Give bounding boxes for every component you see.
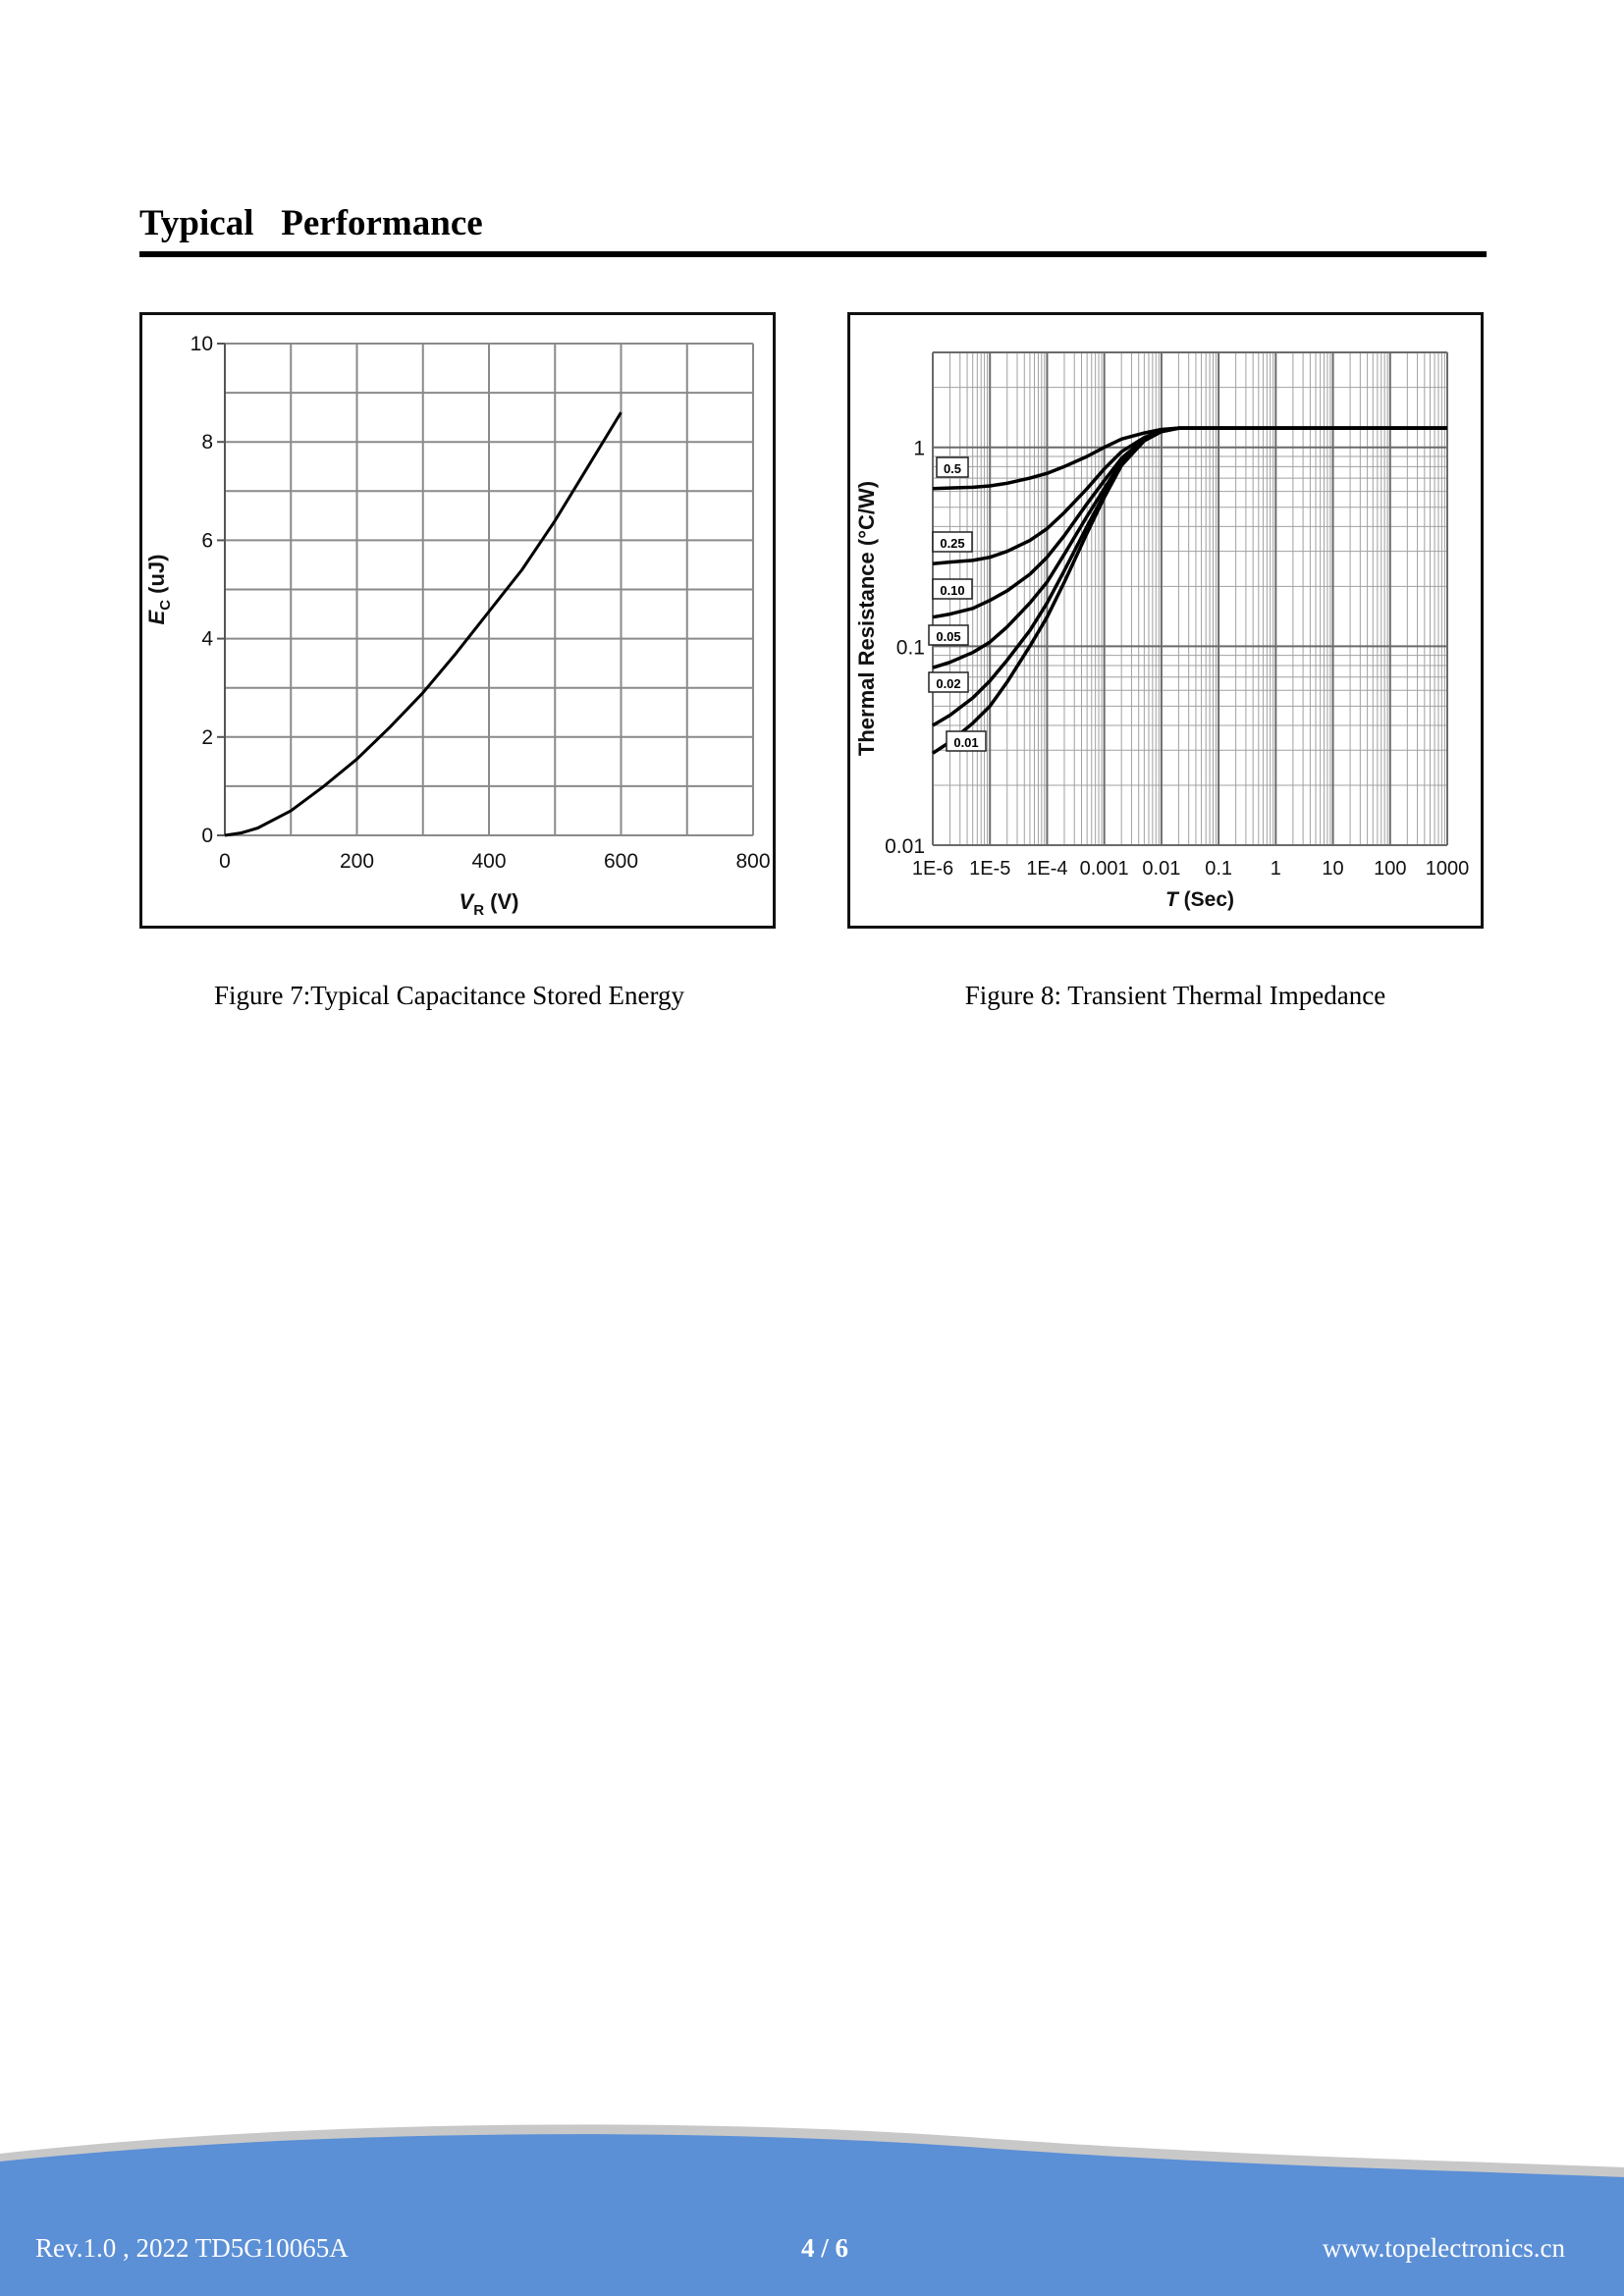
stored-energy-chart (139, 312, 776, 929)
footer-band (0, 2120, 1624, 2296)
y-tick-label: 8 (201, 431, 213, 454)
x-tick-label: 100 (1374, 858, 1407, 880)
series-line-0.05 (933, 428, 1447, 667)
y-tick-label: 0 (201, 825, 213, 847)
y-axis-label: $E_C$ (uJ) (144, 554, 174, 625)
y-tick-label: 1 (913, 437, 925, 460)
y-tick-label: 0.1 (895, 636, 925, 660)
x-tick-label: 1E-6 (911, 858, 954, 880)
y-tick-label: 2 (201, 725, 213, 749)
title-rule (139, 251, 1487, 257)
series-line-0.5 (933, 428, 1447, 489)
footer-website: www.topelectronics.cn (1322, 2233, 1565, 2263)
figure-8-caption: Figure 8: Transient Thermal Impedance (964, 981, 1386, 1010)
series-label: 0.02 (936, 676, 961, 691)
stored-energy-chart-svg (142, 315, 773, 926)
footer-revision: Rev.1.0 , 2022 TD5G10065A (35, 2233, 349, 2263)
footer-wave (0, 2120, 1624, 2296)
series-label: 0.5 (943, 461, 962, 476)
y-tick-label: 0.01 (885, 835, 925, 858)
x-tick-label: 1 (1270, 858, 1281, 880)
thermal-impedance-chart-svg (850, 315, 1481, 926)
x-tick-label: 800 (735, 850, 771, 873)
figure-7-caption: Figure 7:Typical Capacitance Stored Energy (214, 981, 684, 1010)
x-axis-label: $V_R$ (V) (459, 889, 519, 919)
x-tick-label: 10 (1322, 858, 1344, 880)
x-tick-label: 0 (219, 850, 231, 873)
y-axis-label: Thermal Resistance (°C/W) (854, 480, 879, 757)
x-tick-label: 0.1 (1205, 858, 1233, 880)
series-line-0.25 (933, 428, 1447, 563)
thermal-impedance-chart (847, 312, 1484, 929)
series-label: 0.25 (940, 536, 965, 551)
x-tick-label: 600 (603, 850, 639, 873)
y-tick-label: 10 (189, 333, 213, 355)
y-tick-label: 4 (201, 627, 213, 651)
footer-page-number: 4 / 6 (800, 2233, 848, 2263)
x-tick-label: 1E-4 (1026, 858, 1068, 880)
x-tick-label: 1E-5 (969, 858, 1011, 880)
x-tick-label: 0.001 (1079, 858, 1129, 880)
page-title: Typical Performance (139, 203, 483, 243)
x-tick-label: 0.01 (1142, 858, 1181, 880)
series-label: 0.10 (940, 583, 965, 598)
x-tick-label: 200 (339, 850, 375, 873)
y-tick-label: 6 (201, 529, 213, 553)
x-tick-label: 1000 (1425, 858, 1470, 880)
series-label: 0.01 (953, 735, 979, 750)
series-label: 0.05 (936, 629, 961, 644)
x-tick-label: 400 (471, 850, 507, 873)
x-axis-label: T (Sec) (1164, 888, 1235, 911)
